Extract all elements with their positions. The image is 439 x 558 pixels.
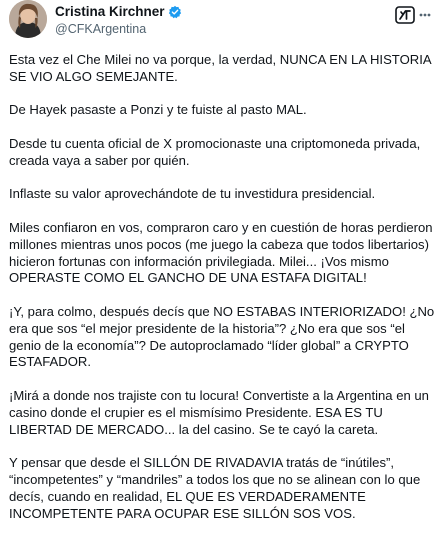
verified-badge-icon: [168, 5, 182, 19]
avatar-image: [9, 0, 47, 38]
tweet-text-line: millones mientras unos pocos (me juego la cabeza que todos libertarios): [9, 236, 429, 252]
tweet-text-line: INCOMPETENTE PARA OCUPAR ESE SILLÓN SOS VOS.: [9, 505, 356, 521]
tweet-paragraph: [9, 136, 431, 170]
tweet-text-line: hicieron fortunas con información privilegiada. Milei... ¡Vos mismo: [9, 253, 389, 269]
tweet-text-line: genio de la economía”? De autoproclamado “líder global” a CRYPTO: [9, 337, 409, 353]
tweet-text-line: ESTAFADOR.: [9, 354, 91, 370]
author-names: [55, 4, 182, 37]
tweet-text-line: casino donde el crupier es el mismísimo Presidente. ESA ES TU: [9, 404, 383, 420]
tweet-body: [9, 52, 435, 522]
tweet-text-line: era que sos “el mejor presidente de la historia”? ¿No era que sos “el: [9, 320, 405, 336]
author-handle[interactable]: @CFKArgentina: [55, 22, 147, 36]
tweet-text-line: SE VIO ALGO SEMEJANTE.: [9, 68, 178, 84]
tweet-paragraph: [9, 102, 431, 119]
tweet-paragraph: [9, 220, 431, 287]
tweet-text-line: ¡Mirá a donde nos trajiste con tu locura! Convertiste a la Argentina en un: [9, 387, 429, 403]
tweet-paragraph: [9, 303, 435, 371]
tweet-text-line: creada vaya a saber por quién.: [9, 152, 190, 168]
grok-icon[interactable]: [395, 6, 415, 24]
tweet-paragraph: [9, 186, 431, 203]
tweet-text-line: Y pensar que desde el SILLÓN DE RIVADAVIA tratás de “inútiles”,: [9, 455, 395, 471]
display-name[interactable]: Cristina Kirchner: [55, 4, 165, 19]
tweet-text-line: LIBERTAD DE MERCADO... la del casino. Se te cayó la careta.: [9, 421, 379, 437]
tweet-text-line: Miles confiaron en vos, compraron caro y en cuestión de horas perdieron: [9, 219, 433, 235]
tweet-text-line: Inflaste su valor aprovechándote de tu investidura presidencial.: [9, 186, 376, 202]
tweet-text-line: “incompetentes” y “mandriles” a todos los que no se alinean con lo que: [9, 471, 421, 487]
tweet-paragraph: [9, 455, 431, 522]
tweet-paragraph: [9, 388, 431, 438]
more-options-icon[interactable]: [419, 8, 431, 22]
display-name-row: [55, 4, 182, 20]
avatar[interactable]: [9, 0, 47, 38]
tweet-text-line: ¡Y, para colmo, después decís que NO ESTABAS INTERIORIZADO! ¿No: [9, 303, 435, 319]
tweet-header: [9, 0, 431, 40]
tweet-text-line: decís, cuando en realidad, EL QUE ES VERDADERAMENTE: [9, 488, 366, 504]
tweet-text-line: De Hayek pasaste a Ponzi y te fuiste al pasto MAL.: [9, 102, 307, 118]
tweet-paragraph: [9, 52, 431, 86]
tweet-text-line: OPERASTE COMO EL GANCHO DE UNA ESTAFA DIGITAL!: [9, 270, 367, 286]
tweet-text-line: Esta vez el Che Milei no va porque, la verdad, NUNCA EN LA HISTORIA: [9, 52, 432, 67]
tweet-text-line: Desde tu cuenta oficial de X promocionaste una criptomoneda privada,: [9, 135, 421, 151]
